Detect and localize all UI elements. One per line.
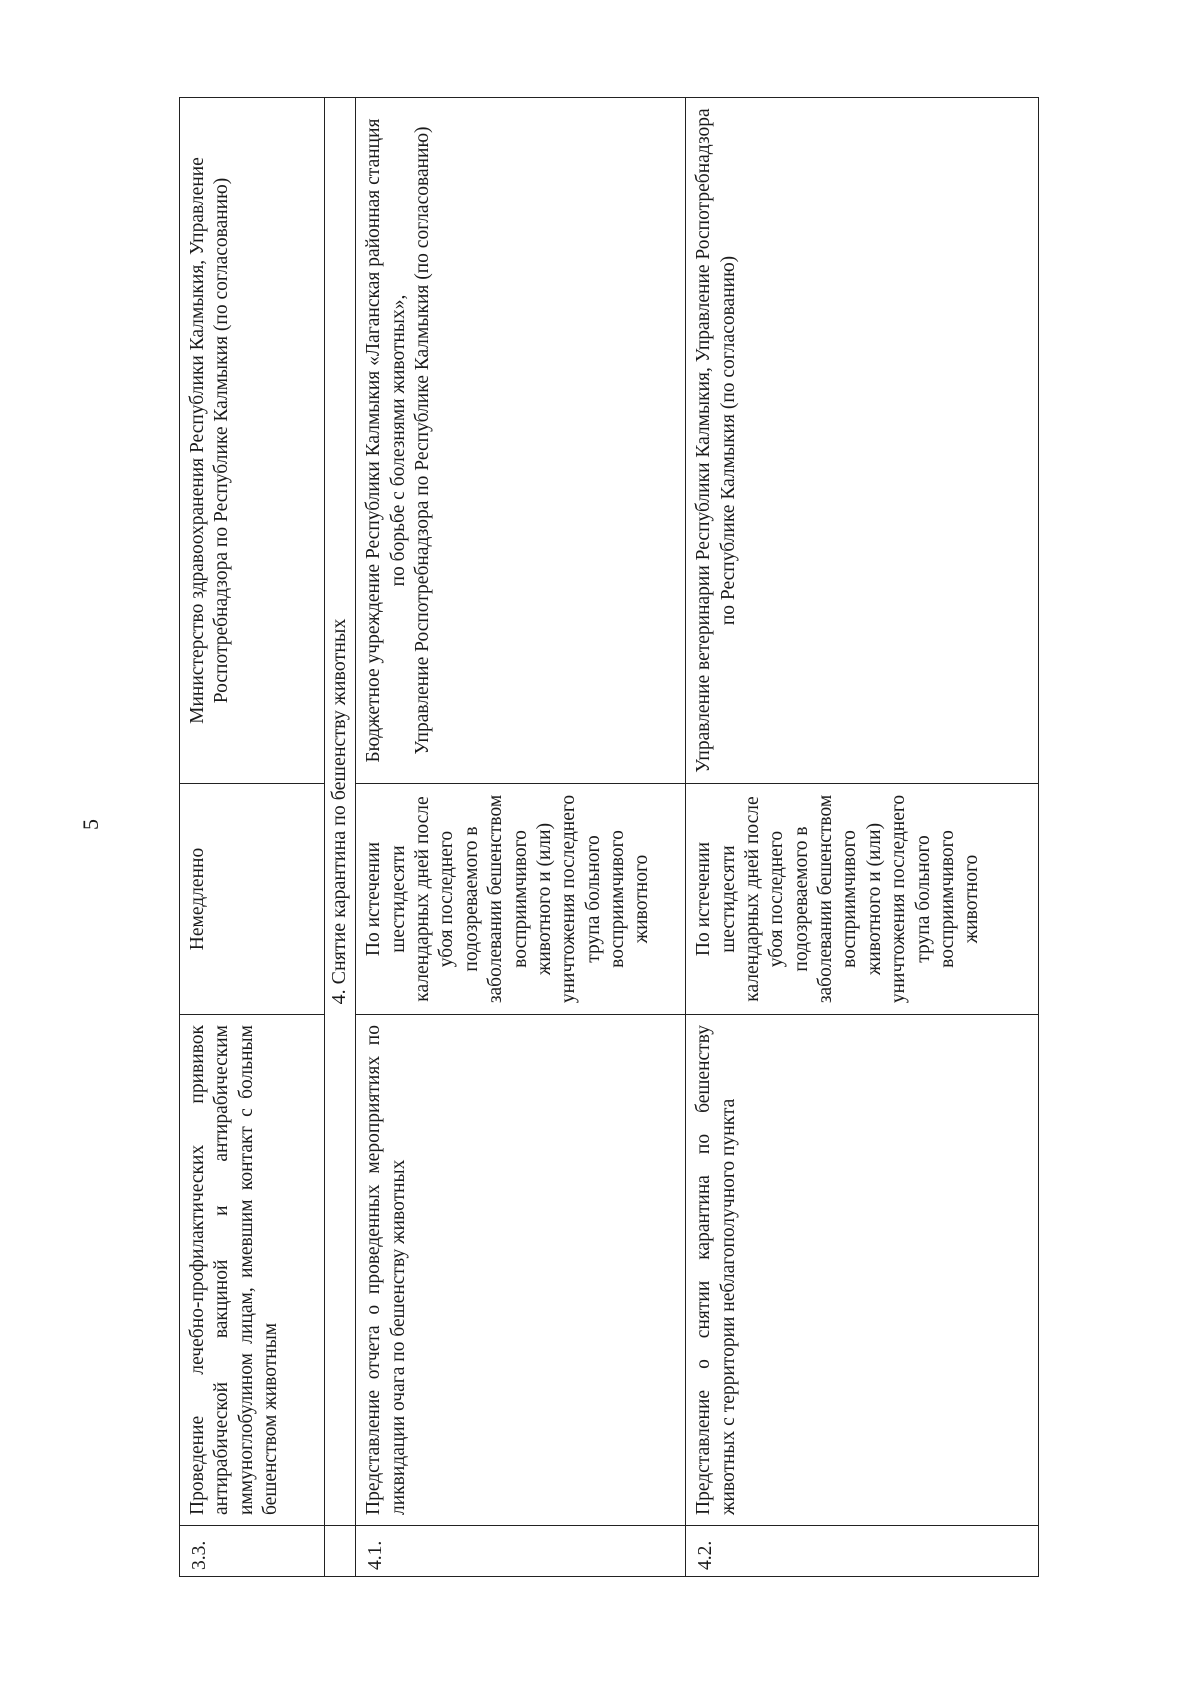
table-row	[686, 98, 1039, 1577]
section-number-cell	[325, 1526, 356, 1577]
executor-line-2: Управление Роспотребнадзора по Республике Калмыкия (по согласованию)	[412, 126, 434, 755]
measures-table	[179, 97, 1039, 1577]
section-title: 4. Снятие карантина по бешенству животных	[325, 98, 356, 1526]
row-number: 3.3.	[180, 1526, 325, 1577]
page-number: 5	[78, 819, 103, 830]
row-number: 4.2.	[686, 1526, 1039, 1577]
action-cell: Проведение лечебно-профилактических прививок антирабической вакциной и антирабическим иммуноглобулином лицам, имевшим контакт с больным бешенством животным	[180, 1015, 325, 1526]
action-cell: Представление о снятии карантина по бешенству животных с территории неблагополучного пункта	[686, 1015, 1039, 1526]
executor-cell: Министерство здравоохранения Республики Калмыкия, Управление Роспотребнадзора по Республике Калмыкия (по согласованию)	[180, 98, 325, 784]
section-header-row	[325, 98, 356, 1577]
table-row	[180, 98, 325, 1577]
term-cell: Немедленно	[180, 784, 325, 1015]
term-cell: По истечении шестидесяти календарных дней после убоя последнего подозреваемого в заболевании бешенством восприимчивого животного и (или) уничтожения последнего трупа больного восприимчивого животного	[686, 784, 1039, 1015]
rotated-table-container	[179, 97, 1039, 1577]
executor-cell: Управление ветеринарии Республики Калмыкия, Управление Роспотребнадзора по Республике Калмыкия (по согласованию)	[686, 98, 1039, 784]
table-row	[356, 98, 686, 1577]
executor-line-1: Бюджетное учреждение Республики Калмыкия «Лаганская районная станция по борьбе с болезнями животных»,	[363, 118, 409, 763]
row-number: 4.1.	[356, 1526, 686, 1577]
executor-cell	[356, 98, 686, 784]
action-cell: Представление отчета о проведенных мероприятиях по ликвидации очага по бешенству животных	[356, 1015, 686, 1526]
term-cell: По истечении шестидесяти календарных дней после убоя последнего подозреваемого в заболевании бешенством восприимчивого животного и (или) уничтожения последнего трупа больного восприимчивого животного	[356, 784, 686, 1015]
